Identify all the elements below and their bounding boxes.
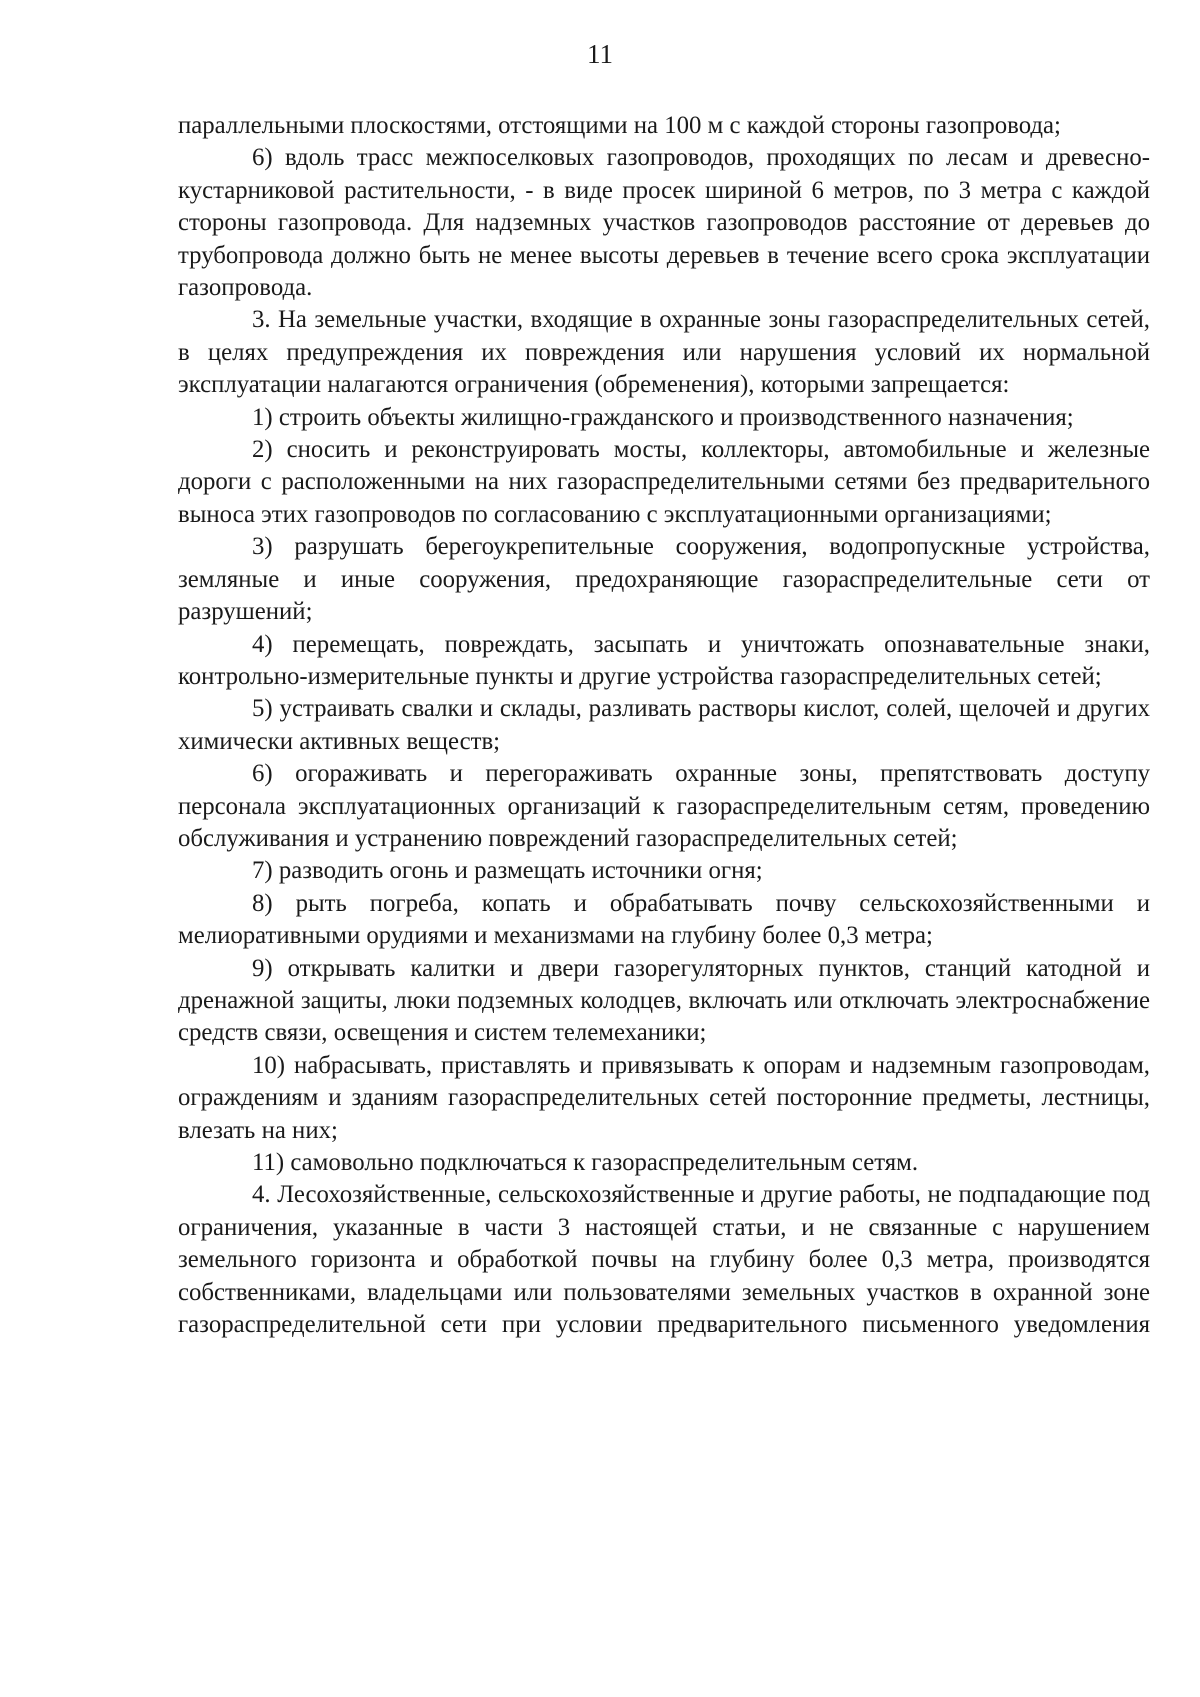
document-body [178, 110, 1150, 1341]
paragraph-item-5: 5) устраивать свалки и склады, разливать растворы кислот, солей, щелочей и других химически активных веществ; [178, 695, 1150, 755]
paragraph-item-2: 2) сносить и реконструировать мосты, коллекторы, автомобильные и железные дороги с расположенными на них газораспределительными сетями без предварительного выноса этих газопроводов по согласованию с эксплуатационными организациями; [178, 436, 1150, 528]
paragraph-item-10: 10) набрасывать, приставлять и привязывать к опорам и надземным газопроводам, ограждениям и зданиям газораспределительных сетей посторонние предметы, лестницы, влезать на них; [178, 1051, 1150, 1144]
paragraph-item-7: 7) разводить огонь и размещать источники огня; [252, 857, 763, 885]
paragraph-item-9: 9) открывать калитки и двери газорегуляторных пунктов, станций катодной и дренажной защиты, люки подземных колодцев, включать или отключать электроснабжение средств связи, освещения и систем телемеханики; [178, 954, 1150, 1047]
paragraph-continuation: параллельными плоскостями, отстоящими на 100 м с каждой стороны газопровода; [178, 112, 1061, 139]
paragraph-item-11: 11) самовольно подключаться к газораспределительным сетям. [252, 1149, 919, 1176]
paragraph-item-3: 3) разрушать берегоукрепительные сооружения, водопропускные устройства, земляные и иные сооружения, предохраняющие газораспределительные сети от разрушений; [178, 533, 1150, 626]
paragraph-item-4: 4) перемещать, повреждать, засыпать и уничтожать опознавательные знаки, контрольно-измерительные пункты и другие устройства газораспределительных сетей; [178, 630, 1150, 690]
paragraph-item-6: 6) вдоль трасс межпоселковых газопроводов, проходящих по лесам и древесно-кустарниковой растительности, - в виде просек шириной 6 метров, по 3 метра с каждой стороны газопровода. Для надземных участков газопроводов расстояние от деревьев до трубопровода должно быть не менее высоты деревьев в течение всего срока эксплуатации газопровода. [178, 144, 1150, 302]
paragraph-section-3: 3. На земельные участки, входящие в охранные зоны газораспределительных сетей, в целях предупреждения их повреждения или нарушения условий их нормальной эксплуатации налагаются ограничения (обременения), которыми запрещается: [178, 306, 1150, 399]
paragraph-item-1: 1) строить объекты жилищно-гражданского и производственного назначения; [252, 403, 1074, 431]
paragraph-section-4: 4. Лесохозяйственные, сельскохозяйственные и другие работы, не подпадающие под ограничения, указанные в части 3 настоящей статьи, и не связанные с нарушением земельного горизонта и обработкой почвы на глубину более 0,3 метра, производятся собственниками, владельцами или пользователями земельных участков в охранной зоне газораспределительной сети при условии предварительного письменного уведомления [178, 1181, 1150, 1339]
paragraph-item-8: 8) рыть погреба, копать и обрабатывать почву сельскохозяйственными и мелиоративными орудиями и механизмами на глубину более 0,3 метра; [178, 889, 1150, 950]
page-number: 11 [587, 39, 613, 69]
paragraph-item-6b: 6) огораживать и перегораживать охранные зоны, препятствовать доступу персонала эксплуатационных организаций к газораспределительным сетям, проведению обслуживания и устранению повреждений газораспределительных сетей; [178, 760, 1150, 852]
